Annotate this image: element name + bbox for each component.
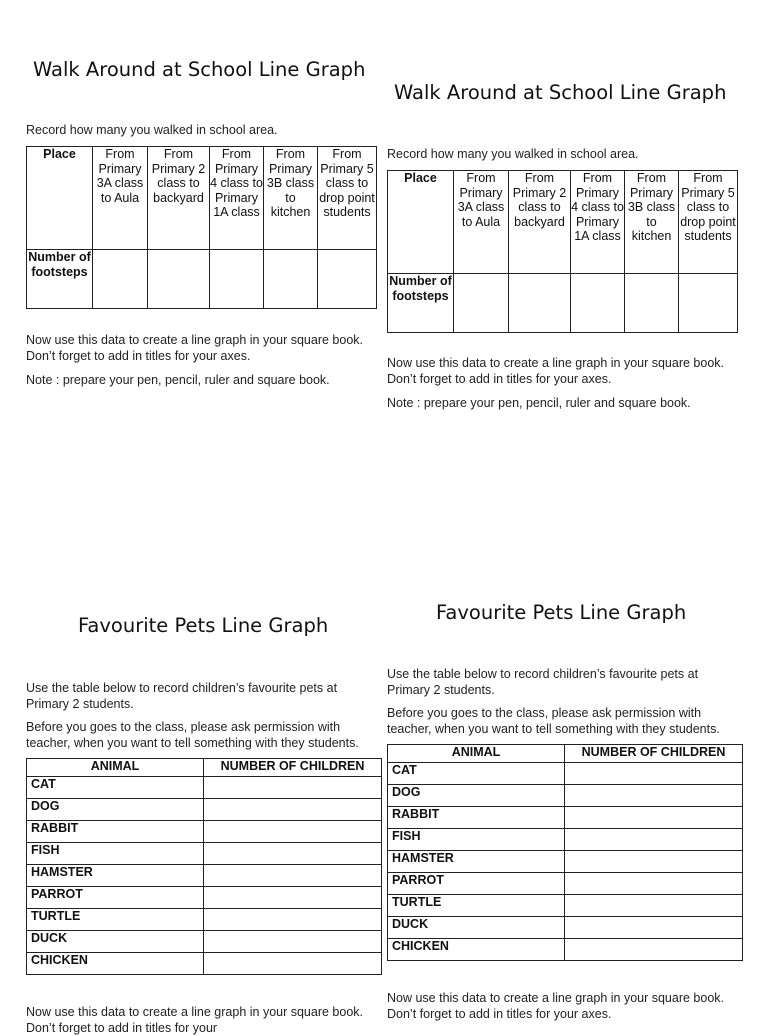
animal-cell: DUCK xyxy=(27,931,204,953)
animal-cell: CAT xyxy=(27,777,204,799)
pets-title: Favourite Pets Line Graph xyxy=(436,601,687,624)
animal-cell: DOG xyxy=(27,799,204,821)
animal-cell: RABBIT xyxy=(388,807,565,829)
walk-title: Walk Around at School Line Graph xyxy=(394,81,727,104)
walk-note: Note : prepare your pen, pencil, ruler and square book. xyxy=(387,396,691,410)
children-header: NUMBER OF CHILDREN xyxy=(565,745,743,763)
walk-intro: Record how many you walked in school area. xyxy=(26,123,278,137)
animal-cell: PARROT xyxy=(388,873,565,895)
animal-cell: HAMSTER xyxy=(388,851,565,873)
place-cell: From Primary 3B class to kitchen xyxy=(264,147,318,250)
place-cell: From Primary 3B class to kitchen xyxy=(625,171,679,274)
animal-cell: TURTLE xyxy=(388,895,565,917)
place-cell: From Primary 4 class to Primary 1A class xyxy=(571,171,625,274)
count-cell[interactable] xyxy=(565,829,743,851)
pets-title: Favourite Pets Line Graph xyxy=(78,614,329,637)
pets-permission: Before you goes to the class, please ask permission with teacher, when you want to tell something with they students. xyxy=(387,706,720,736)
walk-instruction-2: Don’t forget to add in titles for your axes. xyxy=(26,349,251,363)
walk-instruction-2: Don’t forget to add in titles for your axes. xyxy=(387,372,612,386)
place-cell: From Primary 2 class to backyard xyxy=(148,147,210,250)
animal-cell: FISH xyxy=(388,829,565,851)
animal-cell: CAT xyxy=(388,763,565,785)
pets-instruction-1: Now use this data to create a line graph in your square book. xyxy=(387,991,725,1005)
animal-cell: TURTLE xyxy=(27,909,204,931)
count-cell[interactable] xyxy=(565,785,743,807)
pets-intro: Use the table below to record children’s favourite pets at Primary 2 students. xyxy=(26,681,338,711)
place-cell: From Primary 5 class to drop point students xyxy=(318,147,377,250)
animal-header: ANIMAL xyxy=(388,745,565,763)
footsteps-header: Number of footsteps xyxy=(27,250,93,309)
animal-cell: HAMSTER xyxy=(27,865,204,887)
place-cell: From Primary 3A class to Aula xyxy=(454,171,509,274)
animal-cell: PARROT xyxy=(27,887,204,909)
animal-cell: RABBIT xyxy=(27,821,204,843)
count-cell[interactable] xyxy=(565,807,743,829)
pets-permission: Before you goes to the class, please ask permission with teacher, when you want to tell something with they students. xyxy=(26,720,359,750)
animal-cell: CHICKEN xyxy=(27,953,204,975)
count-cell[interactable] xyxy=(565,763,743,785)
animal-cell: DUCK xyxy=(388,917,565,939)
animal-header: ANIMAL xyxy=(27,759,204,777)
place-cell: From Primary 5 class to drop point students xyxy=(679,171,738,274)
count-cell[interactable] xyxy=(565,851,743,873)
pets-intro: Use the table below to record children’s favourite pets at Primary 2 students. xyxy=(387,667,699,697)
walk-intro: Record how many you walked in school area. xyxy=(387,147,639,161)
count-cell[interactable] xyxy=(565,873,743,895)
animal-cell: FISH xyxy=(27,843,204,865)
children-header: NUMBER OF CHILDREN xyxy=(204,759,382,777)
count-cell[interactable] xyxy=(565,917,743,939)
footsteps-header: Number of footsteps xyxy=(388,274,454,333)
pets-instruction-1: Now use this data to create a line graph in your square book. xyxy=(26,1005,364,1019)
place-cell: From Primary 4 class to Primary 1A class xyxy=(210,147,264,250)
animal-cell: CHICKEN xyxy=(388,939,565,961)
count-cell[interactable] xyxy=(565,939,743,961)
walk-title: Walk Around at School Line Graph xyxy=(33,58,366,81)
place-cell: From Primary 3A class to Aula xyxy=(93,147,148,250)
place-cell: From Primary 2 class to backyard xyxy=(509,171,571,274)
count-cell[interactable] xyxy=(565,895,743,917)
walk-instruction-1: Now use this data to create a line graph in your square book. xyxy=(26,333,364,347)
animal-cell: DOG xyxy=(388,785,565,807)
walk-note: Note : prepare your pen, pencil, ruler and square book. xyxy=(26,373,330,387)
pets-instruction-2: Don’t forget to add in titles for your axes. xyxy=(387,1007,612,1021)
pets-instruction-2-partial: Don’t forget to add in titles for your xyxy=(26,1021,218,1035)
place-header: Place xyxy=(27,147,93,250)
place-header: Place xyxy=(388,171,454,274)
pets-table xyxy=(387,744,743,961)
walk-instruction-1: Now use this data to create a line graph in your square book. xyxy=(387,356,725,370)
